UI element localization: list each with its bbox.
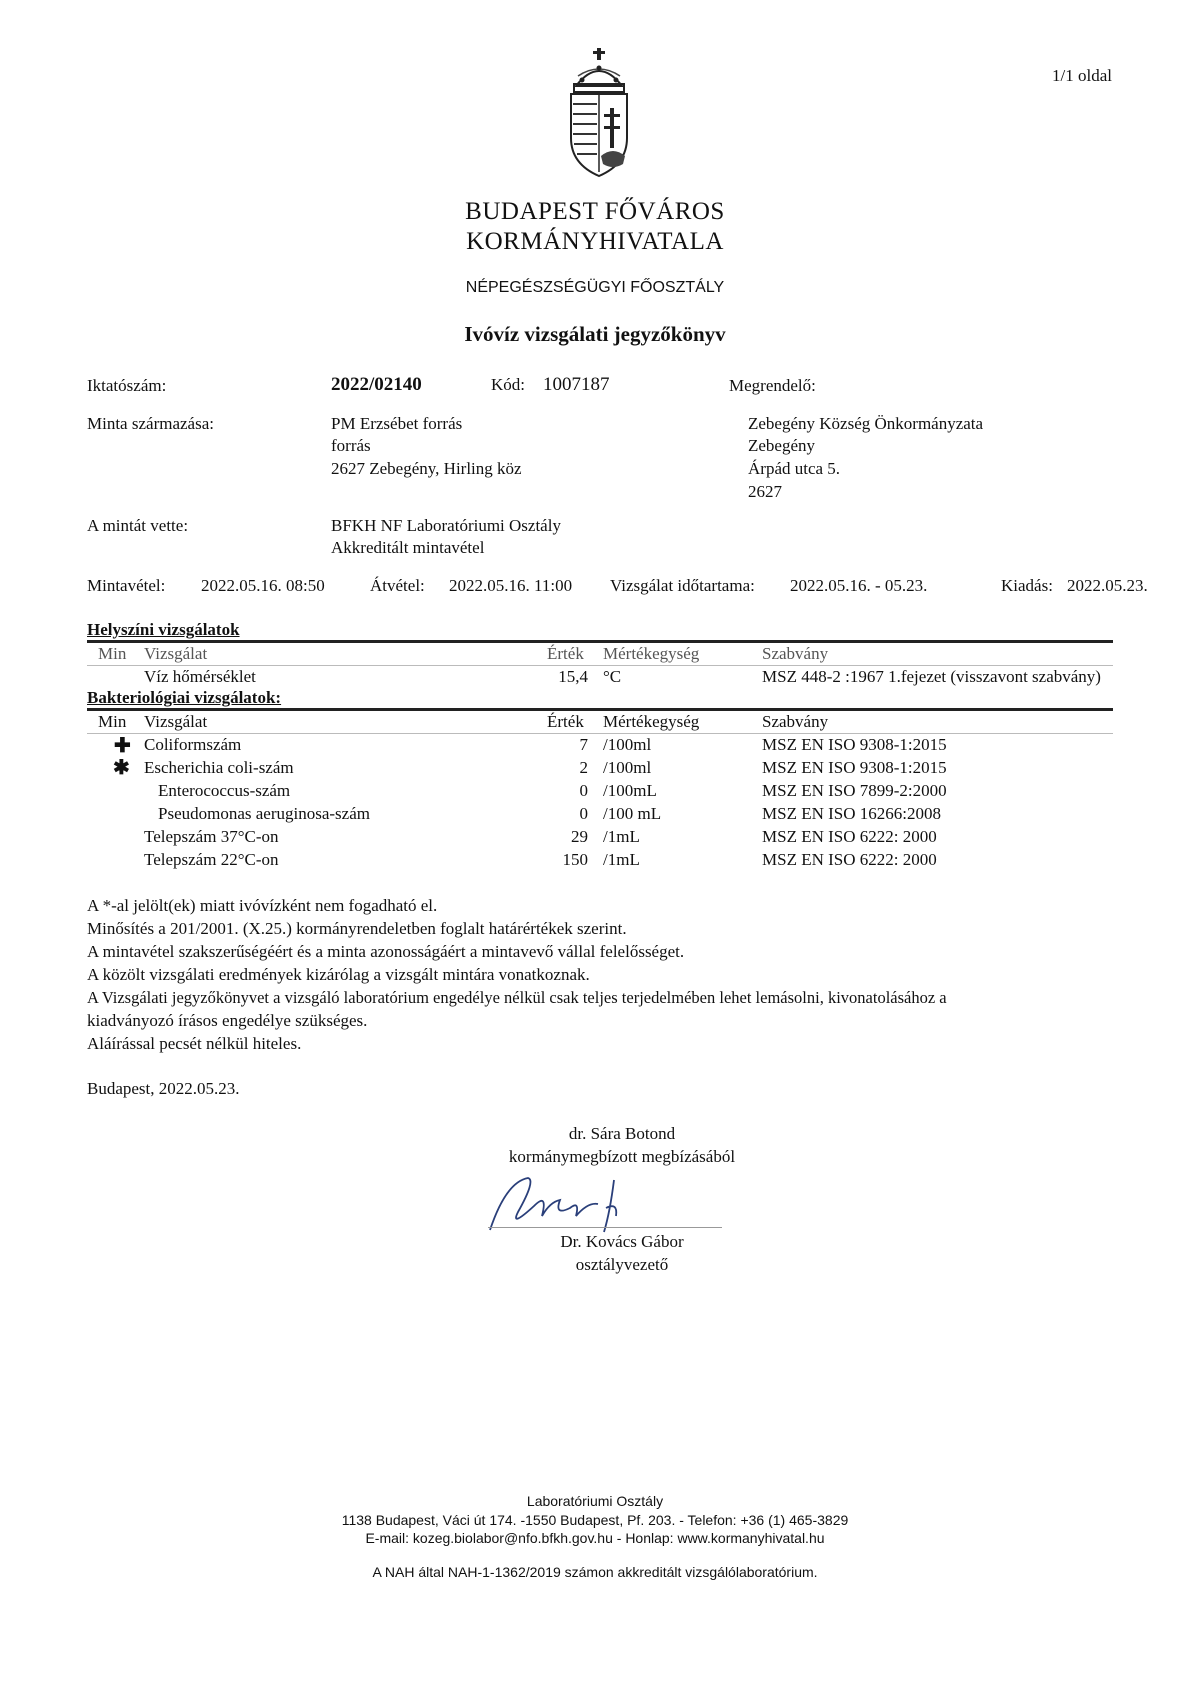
note-line: Minősítés a 201/2001. (X.25.) kormányrendeletben foglalt határértékek szerint.: [87, 919, 627, 938]
iktatoszam-label: Iktatószám:: [87, 376, 167, 395]
footer-accreditation: A NAH által NAH-1-1362/2019 számon akkreditált vizsgálólaboratórium.: [372, 1564, 818, 1580]
asterisk-mark-icon: ✱: [113, 757, 130, 779]
row-test: Enterococcus-szám: [158, 781, 291, 800]
megrendelo-line: Zebegény Község Önkormányzata: [748, 414, 984, 433]
kod-value: 1007187: [543, 374, 610, 395]
signatory-line2: kormánymegbízott megbízásából: [508, 1147, 736, 1166]
row-test: Pseudomonas aeruginosa-szám: [158, 804, 370, 823]
header-divider: [87, 665, 1113, 666]
megrendelo-label: Megrendelő:: [729, 376, 816, 395]
note-line: A mintavétel szakszerűségéért és a minta azonosságáért a mintavevő vállal felelősséget.: [87, 942, 685, 961]
row-test: Escherichia coli-szám: [144, 758, 294, 777]
col-header-unit: Mértékegység: [603, 712, 700, 731]
idotartam-label: Vizsgálat időtartama:: [610, 576, 755, 595]
section-rule: [87, 640, 1113, 643]
megrendelo-line: Zebegény: [748, 436, 816, 455]
atvetel-value: 2022.05.16. 11:00: [449, 576, 573, 595]
row-value: 29: [571, 827, 588, 846]
col-header-test: Vizsgálat: [144, 644, 208, 663]
megrendelo-line: Árpád utca 5.: [748, 459, 841, 478]
row-std: MSZ 448-2 :1967 1.fejezet (visszavont szabvány): [762, 667, 1101, 686]
row-test: Coliformszám: [144, 735, 242, 754]
row-value: 2: [579, 758, 588, 777]
row-std: MSZ EN ISO 6222: 2000: [762, 850, 937, 869]
row-std: MSZ EN ISO 16266:2008: [762, 804, 941, 823]
handwritten-signature: [488, 1172, 688, 1241]
megrendelo-line: 2627: [748, 482, 782, 501]
footer-contact: E-mail: kozeg.biolabor@nfo.bfkh.gov.hu - Honlap: www.kormanyhivatal.hu: [365, 1530, 825, 1546]
minta-line: forrás: [331, 436, 371, 455]
coat-of-arms-emblem: [568, 46, 630, 185]
row-test: Telepszám 22°C-on: [144, 850, 279, 869]
section-title-helyszini: Helyszíni vizsgálatok: [87, 620, 240, 639]
note-line: A közölt vizsgálati eredmények kizárólag a vizsgált mintára vonatkoznak.: [87, 965, 590, 984]
row-test: Víz hőmérséklet: [144, 667, 256, 686]
minta-label: Minta származása:: [87, 414, 214, 433]
signature-line: [488, 1227, 722, 1228]
vette-line: BFKH NF Laboratóriumi Osztály: [331, 516, 561, 535]
row-test: Telepszám 37°C-on: [144, 827, 279, 846]
col-header-unit: Mértékegység: [603, 644, 700, 663]
note-line: Aláírással pecsét nélkül hiteles.: [87, 1034, 302, 1053]
col-header-std: Szabvány: [762, 712, 829, 731]
col-header-test: Vizsgálat: [144, 712, 208, 731]
page-number: 1/1 oldal: [1052, 66, 1112, 85]
section-title-bakteriologiai: Bakteriológiai vizsgálatok:: [87, 688, 282, 707]
header-divider: [87, 733, 1113, 734]
row-unit: /100ml: [603, 735, 652, 754]
place-date: Budapest, 2022.05.23.: [87, 1079, 240, 1098]
row-unit: /1mL: [603, 827, 640, 846]
col-header-value: Érték: [547, 712, 584, 731]
row-unit: °C: [603, 667, 622, 686]
row-unit: /100ml: [603, 758, 652, 777]
idotartam-value: 2022.05.16. - 05.23.: [790, 576, 928, 595]
atvetel-label: Átvétel:: [370, 576, 425, 595]
department-name: NÉPEGÉSZSÉGÜGYI FŐOSZTÁLY: [465, 279, 725, 296]
note-line: A Vizsgálati jegyzőkönyvet a vizsgáló laboratórium engedélye nélkül csak teljes terjedelmében lehet lemásolni, kivonatolásához a: [87, 988, 947, 1007]
row-std: MSZ EN ISO 6222: 2000: [762, 827, 937, 846]
section-rule: [87, 708, 1113, 711]
mintavetel-label: Mintavétel:: [87, 576, 166, 595]
minta-line: PM Erzsébet forrás: [331, 414, 463, 433]
row-std: MSZ EN ISO 7899-2:2000: [762, 781, 947, 800]
row-value: 7: [579, 735, 588, 754]
signatory-line1: dr. Sára Botond: [568, 1124, 676, 1143]
row-unit: /100 mL: [603, 804, 662, 823]
kiadas-label: Kiadás:: [1001, 576, 1053, 595]
org-name-line1: BUDAPEST FŐVÁROS: [465, 198, 725, 225]
kiadas-value: 2022.05.23.: [1067, 576, 1148, 595]
kod-label: Kód:: [491, 375, 525, 394]
col-header-min: Min: [98, 644, 127, 663]
minta-line: 2627 Zebegény, Hirling köz: [331, 459, 522, 478]
vette-label: A mintát vette:: [87, 516, 189, 535]
iktatoszam-value: 2022/02140: [331, 374, 422, 395]
document-title: Ivóvíz vizsgálati jegyzőkönyv: [464, 322, 726, 346]
row-unit: /1mL: [603, 850, 640, 869]
col-header-min: Min: [98, 712, 127, 731]
row-unit: /100mL: [603, 781, 657, 800]
row-std: MSZ EN ISO 9308-1:2015: [762, 735, 947, 754]
org-name-line2: KORMÁNYHIVATALA: [466, 228, 724, 255]
row-value: 0: [579, 804, 588, 823]
signatory-role: osztályvezető: [575, 1255, 669, 1274]
col-header-value: Érték: [547, 644, 584, 663]
plus-mark-icon: ✚: [114, 735, 131, 757]
row-value: 0: [579, 781, 588, 800]
row-value: 15,4: [558, 667, 588, 686]
footer-lab-name: Laboratóriumi Osztály: [526, 1493, 664, 1509]
note-line: A *-al jelölt(ek) miatt ivóvízként nem fogadható el.: [87, 896, 438, 915]
note-line: kiadványozó írásos engedélye szükséges.: [87, 1011, 368, 1030]
col-header-std: Szabvány: [762, 644, 829, 663]
mintavetel-value: 2022.05.16. 08:50: [201, 576, 325, 595]
row-std: MSZ EN ISO 9308-1:2015: [762, 758, 947, 777]
footer-address: 1138 Budapest, Váci út 174. -1550 Budapest, Pf. 203. - Telefon: +36 (1) 465-3829: [341, 1512, 849, 1528]
vette-line: Akkreditált mintavétel: [331, 538, 485, 557]
row-value: 150: [562, 850, 588, 869]
signatory-name: Dr. Kovács Gábor: [560, 1232, 684, 1251]
